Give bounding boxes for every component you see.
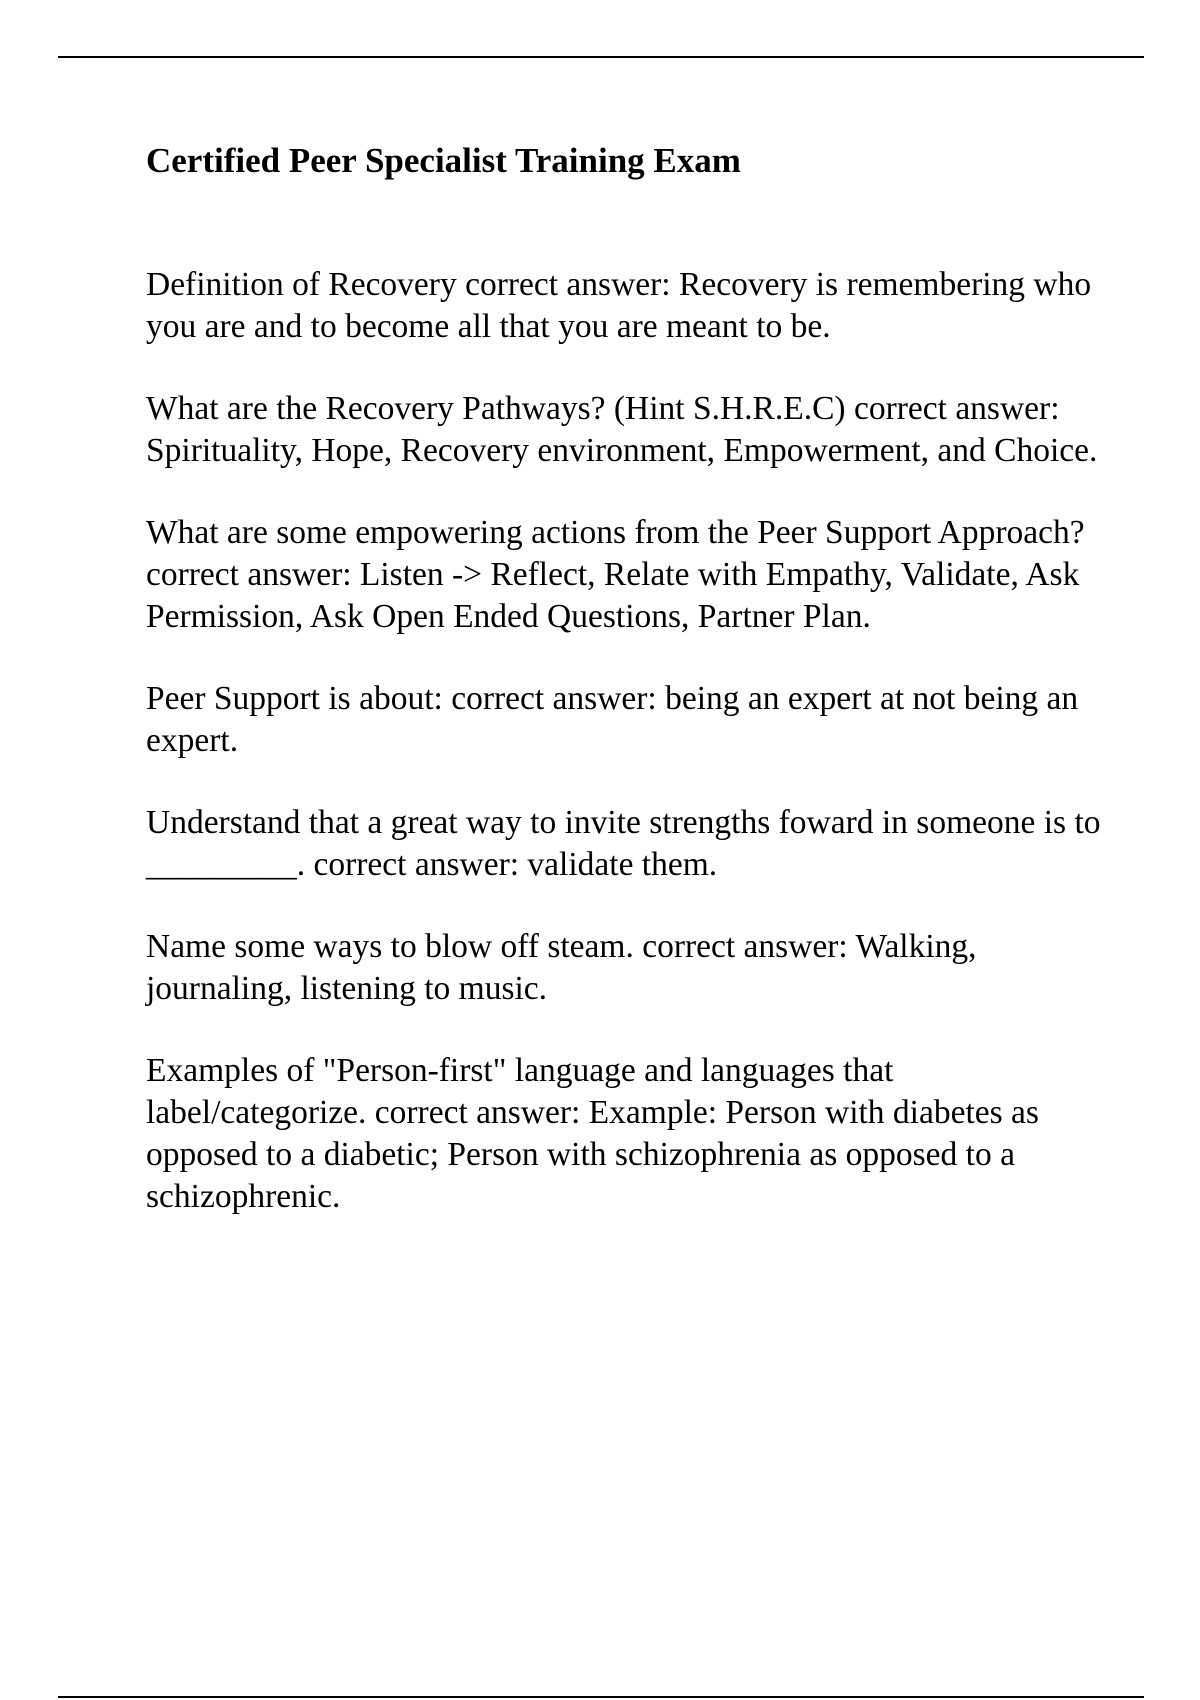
qa-item-peer-support-about: Peer Support is about: correct answer: being an expert at not being an expert. xyxy=(146,680,1079,759)
document-body xyxy=(146,140,1106,1258)
qa-item-blow-off-steam: Name some ways to blow off steam. correct answer: Walking, journaling, listening to music. xyxy=(146,928,977,1007)
qa-item-definition-of-recovery: Definition of Recovery correct answer: Recovery is remembering who you are and to become all that you are meant to be. xyxy=(146,266,1092,345)
qa-item-person-first-language: Examples of "Person-first" language and languages that label/categorize. correct answer: Example: Person with diabetes as opposed to a diabetic; Person with schizophrenia as opposed to a schizophrenic. xyxy=(146,1052,1039,1215)
qa-item-recovery-pathways: What are the Recovery Pathways? (Hint S.H.R.E.C) correct answer: Spirituality, Hope, Recovery environment, Empowerment, and Choice. xyxy=(146,390,1098,469)
top-rule xyxy=(58,56,1144,58)
qa-item-invite-strengths: Understand that a great way to invite strengths foward in someone is to _________. correct answer: validate them. xyxy=(146,804,1101,883)
document-title: Certified Peer Specialist Training Exam xyxy=(146,141,741,180)
qa-item-empowering-actions: What are some empowering actions from the Peer Support Approach? correct answer: Listen -> Reflect, Relate with Empathy, Validate, Ask Permission, Ask Open Ended Questions, Partner Plan. xyxy=(146,514,1085,635)
bottom-rule xyxy=(58,1696,1144,1698)
